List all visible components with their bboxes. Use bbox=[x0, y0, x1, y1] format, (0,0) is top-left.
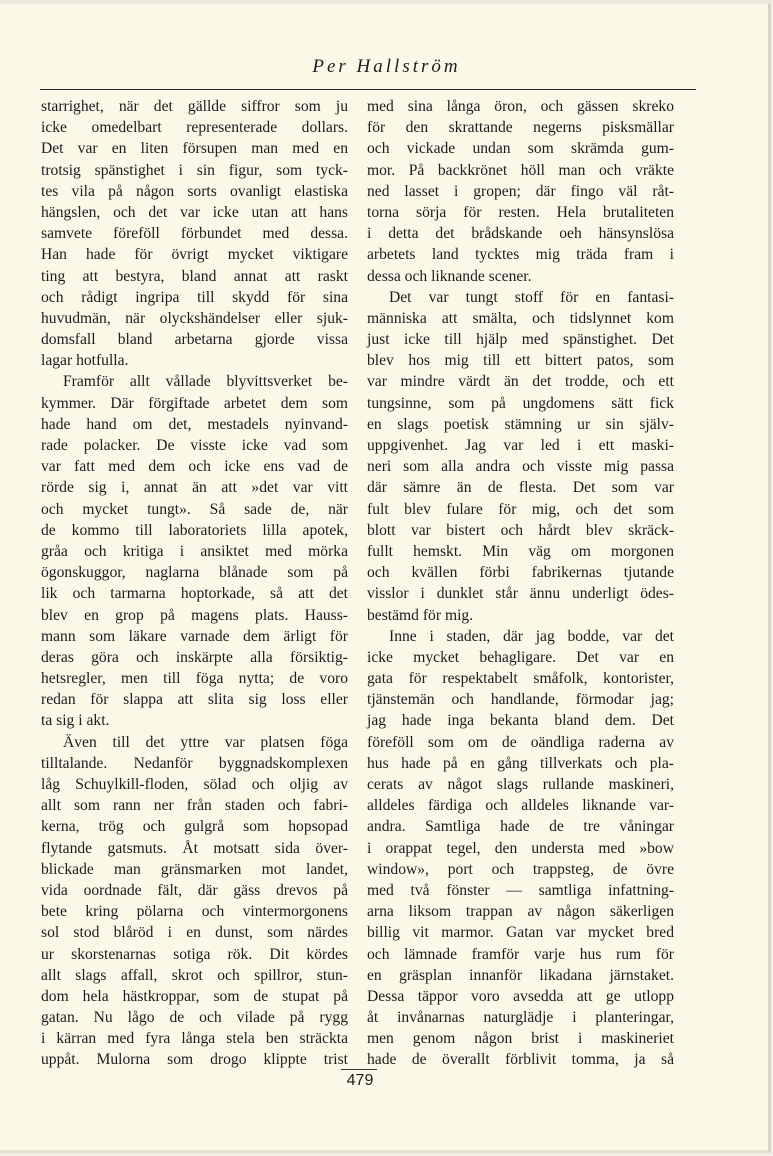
text-line: domsfall bland arbetarna gjorde vissa bbox=[41, 331, 348, 349]
text-line: gata för respektabelt småfolk, kontorister, bbox=[367, 670, 674, 688]
text-line: mann som läkare varnade dem ärligt för bbox=[41, 627, 348, 645]
text-line: och vickade undan som skrämda gum- bbox=[367, 140, 674, 158]
text-line: window», port och trappsteg, de övre bbox=[367, 860, 674, 878]
page-top-edge bbox=[0, 0, 773, 4]
text-line: allt som rann ner från staden och fabri- bbox=[41, 797, 348, 815]
text-line: bete kring pölarna och vintermorgonens bbox=[41, 903, 348, 921]
text-line: bestämd för mig. bbox=[367, 606, 474, 624]
text-line: Det var en liten försupen man med en bbox=[41, 140, 348, 158]
text-line: huvudmän, när olyckshändelser eller sjuk- bbox=[41, 309, 348, 327]
text-line: fullt hemskt. Min väg om morgonen bbox=[367, 542, 674, 560]
text-line: gatan. Nu lågo de och vilade på rygg bbox=[41, 1009, 348, 1027]
text-line: och kvällen förbi fabrikernas tjutande bbox=[367, 564, 674, 582]
text-column-right bbox=[367, 96, 674, 1071]
text-line: lik och tarmarna hoptorkade, så att det bbox=[41, 585, 348, 603]
text-line: i detta det brådskande oeh hänsynslösa bbox=[367, 225, 674, 243]
text-line: blickade man gränsmarken mot landet, bbox=[41, 860, 348, 878]
text-line: uppgivenhet. Jag var led i ett maski- bbox=[367, 437, 674, 454]
text-line: dom hela hästkroppar, som de stupat på bbox=[41, 987, 348, 1005]
text-line: rade polacker. De visste icke vad som bbox=[41, 437, 348, 454]
text-line: Inne i staden, där jag bodde, var det bbox=[389, 627, 674, 645]
text-line: just icke till hjälp med spänstighet. Det bbox=[367, 331, 674, 349]
text-line: neri som alla andra och visste mig passa bbox=[367, 458, 674, 476]
text-line: var fatt med dem och icke ens vad de bbox=[41, 458, 348, 476]
text-line: redan för slappa att slita sig loss eller bbox=[41, 691, 348, 709]
text-line: visslor i dunklet står ännu underligt ödes- bbox=[367, 585, 674, 603]
text-line: torna sörja för resten. Hela brutaliteten bbox=[367, 203, 674, 221]
page-number: 479 bbox=[346, 1072, 374, 1089]
text-line: gråa och kritiga i ansiktet med mörka bbox=[41, 542, 348, 560]
text-line: föreföll som om de oändliga raderna av bbox=[367, 733, 674, 751]
text-line: allt slags affall, skrot och spillror, stun- bbox=[41, 966, 348, 984]
text-line: låg Schuylkill-floden, sölad och oljig av bbox=[41, 776, 348, 793]
text-line: sol stod blåröd i en dunst, som närdes bbox=[41, 924, 348, 942]
text-line: hade hand om det, mestadels nyinvand- bbox=[41, 415, 348, 433]
text-line: blott var bistert och hårdt blev skräck- bbox=[367, 521, 674, 539]
text-line: icke omedelbart representerade dollars. bbox=[41, 119, 348, 137]
text-line: Det var tungt stoff för en fantasi- bbox=[389, 288, 674, 306]
text-line: en slags poetisk stämning ur sin själv- bbox=[367, 415, 674, 433]
text-line: flytande gatsmuts. Åt motsatt sida över- bbox=[41, 839, 348, 857]
text-line: där sämre än de flesta. Det som var bbox=[367, 479, 674, 497]
text-line: och rådigt ingripa till skydd för sina bbox=[41, 288, 348, 306]
text-line: och mycket tungt». Så sade de, när bbox=[41, 500, 348, 518]
text-line: blev hos mig till ett bittert patos, som bbox=[367, 352, 674, 370]
text-line: andra. Samtliga hade de tre våningar bbox=[367, 818, 674, 836]
text-line: cerats av något slags rullande maskineri, bbox=[367, 776, 674, 793]
text-line: Framför allt vållade blyvittsverket be- bbox=[63, 373, 348, 391]
text-line: hetsregler, men till föga nytta; de voro bbox=[41, 670, 348, 688]
text-line: i kärran med fyra långa stela ben sträckta bbox=[41, 1030, 348, 1048]
text-line: och lämnade framför varje hus rum för bbox=[367, 945, 674, 963]
text-line: arbetets land tycktes mig träda fram i bbox=[367, 246, 674, 264]
text-line: hade de överallt förblivit tomma, ja så bbox=[367, 1051, 674, 1069]
text-line: uppåt. Mulorna som drogo klippte trist bbox=[41, 1051, 348, 1069]
text-line: Även till det yttre var platsen föga bbox=[63, 733, 348, 751]
text-line: Han hade för övrigt mycket viktigare bbox=[41, 246, 348, 264]
text-line: med två fönster — samtliga infattning- bbox=[367, 881, 674, 899]
running-header-title: Per Hallström bbox=[312, 56, 461, 77]
text-line: hängslen, och det var icke utan att hans bbox=[41, 203, 348, 221]
text-line: deras göra och inskärpte alla försiktig- bbox=[41, 648, 348, 666]
text-line: vida oordnade fält, där gäss drevos på bbox=[41, 881, 348, 899]
text-line: starrighet, när det gällde siffror som ju bbox=[41, 98, 348, 115]
text-line: rörde sig i, annat än att »det var vitt bbox=[41, 479, 348, 497]
text-column-left bbox=[41, 96, 348, 1071]
text-line: icke mycket behagligare. Det var en bbox=[367, 648, 674, 666]
text-line: arna liksom trappan av någon säkerligen bbox=[367, 903, 674, 921]
text-line: jag hade inga bekanta bland dem. Det bbox=[367, 712, 674, 730]
text-line: alldeles färdiga och alldeles liknande var- bbox=[367, 797, 674, 815]
text-line: ur skorstenarnas sotiga rök. Dit kördes bbox=[41, 945, 348, 963]
text-line: Dessa täppor voro avsedda att ge utlopp bbox=[367, 987, 674, 1005]
text-line: trotsig spänstighet i sin figur, som tyck- bbox=[41, 161, 348, 179]
text-line: lagar hotfulla. bbox=[41, 352, 129, 370]
text-line: dessa och liknande scener. bbox=[367, 267, 532, 285]
text-line: ta sig i akt. bbox=[41, 712, 110, 730]
header-rule bbox=[40, 89, 696, 90]
text-line: med sina långa öron, och gässen skreko bbox=[367, 98, 674, 115]
footer-rule bbox=[341, 1069, 377, 1070]
text-line: men genom någon brist i maskineriet bbox=[367, 1030, 674, 1048]
text-line: i orappat tegel, den understa med »bow bbox=[367, 839, 674, 857]
text-line: ting att bestyra, bland annat att raskt bbox=[41, 267, 348, 285]
text-line: kerna, trög och gulgrå som hopsopad bbox=[41, 818, 348, 836]
text-line: billig vit marmor. Gatan var mycket bred bbox=[367, 924, 674, 942]
text-line: ned lasset i gropen; där fingo väl råt- bbox=[367, 182, 674, 200]
text-line: fult blev fulare för mig, och det som bbox=[367, 500, 674, 518]
text-line: en gräsplan innanför likadana järnstaket. bbox=[367, 966, 674, 984]
text-line: mor. På backkrönet höll man och vräkte bbox=[367, 161, 674, 179]
text-line: de kommo till laboratoriets lilla apotek, bbox=[41, 521, 348, 539]
text-line: tilltalande. Nedanför byggnadskomplexen bbox=[41, 754, 348, 772]
text-line: var mindre värdt än det trodde, och ett bbox=[367, 373, 674, 391]
text-line: tjänstemän och handlande, förmodar jag; bbox=[367, 691, 674, 709]
text-line: kymmer. Där förgiftade arbetet dem som bbox=[41, 394, 348, 412]
text-line: hus hade på en gång tillverkats och pla- bbox=[367, 754, 674, 772]
text-line: tungsinne, som på ungdomens sätt fick bbox=[367, 394, 674, 412]
text-line: för den skrattande negerns pisksmällar bbox=[367, 119, 674, 137]
text-line: ögonskuggor, naglarna blånade som på bbox=[41, 564, 348, 582]
text-line: åt invånarnas naturglädje i planteringar, bbox=[367, 1009, 674, 1027]
text-line: människa att smälta, och tidslynnet kom bbox=[367, 309, 674, 327]
text-line: blev en grop på magens plats. Hauss- bbox=[41, 606, 348, 624]
text-line: tes vila på någon sorts ovanligt elastiska bbox=[41, 182, 348, 200]
text-line: samvete föreföll förbundet med dessa. bbox=[41, 225, 348, 243]
